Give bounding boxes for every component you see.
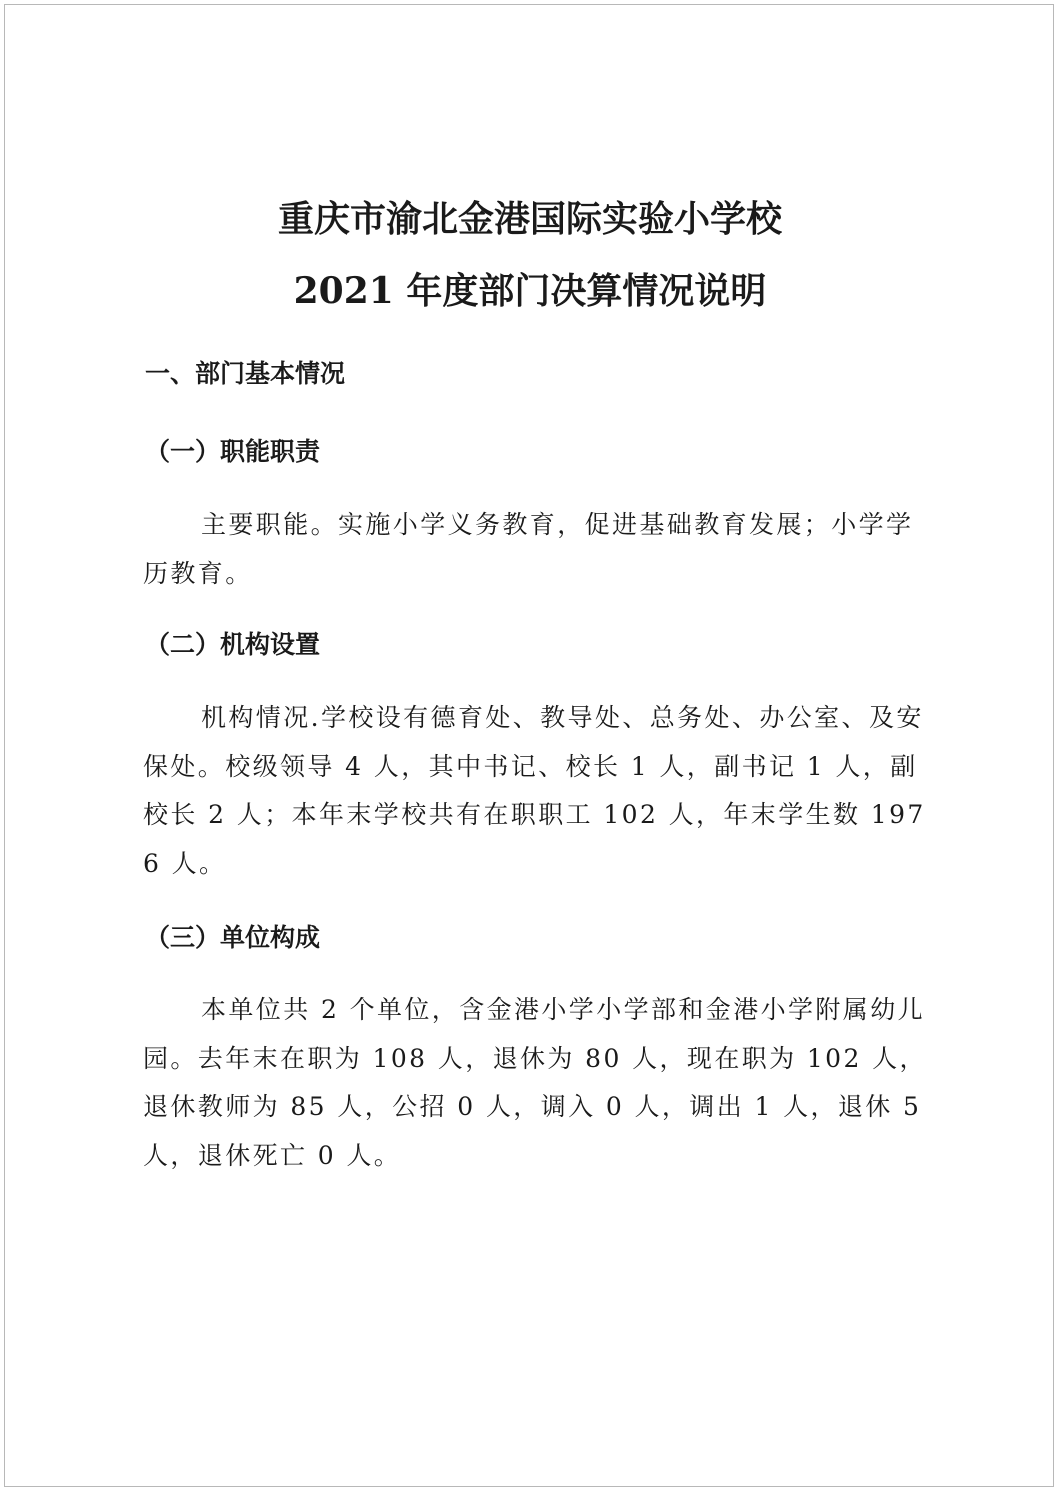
document-title: 重庆市渝北金港国际实验小学校 — [277, 198, 782, 240]
paragraph-organization: 机构情况.学校设有德育处、教导处、总务处、办公室、及安保处。校级领导 4 人，其中书记、校长 1 人，副书记 1 人，副校长 2 人；本年末学校共有在职职工 102 人，年末学生数 1976 人。 — [143, 703, 926, 878]
subsection-heading-functions: （一）职能职责 — [145, 437, 321, 466]
section-heading-basic-info: 一、部门基本情况 — [145, 359, 346, 388]
document-subtitle: 2021 年度部门决算情况说明 — [293, 270, 767, 312]
subsection-heading-organization: （二）机构设置 — [145, 630, 321, 659]
paragraph-units: 本单位共 2 个单位，含金港小学小学部和金港小学附属幼儿园。去年末在职为 108 人，退休为 80 人，现在职为 102 人，退休教师为 85 人，公招 0 人，调入 0 人，调出 1 人，退休 5 人，退休死亡 0 人。 — [143, 995, 927, 1170]
paragraph-functions: 主要职能。实施小学义务教育，促进基础教育发展；小学学历教育。 — [143, 510, 914, 588]
subsection-heading-units: （三）单位构成 — [145, 923, 321, 952]
